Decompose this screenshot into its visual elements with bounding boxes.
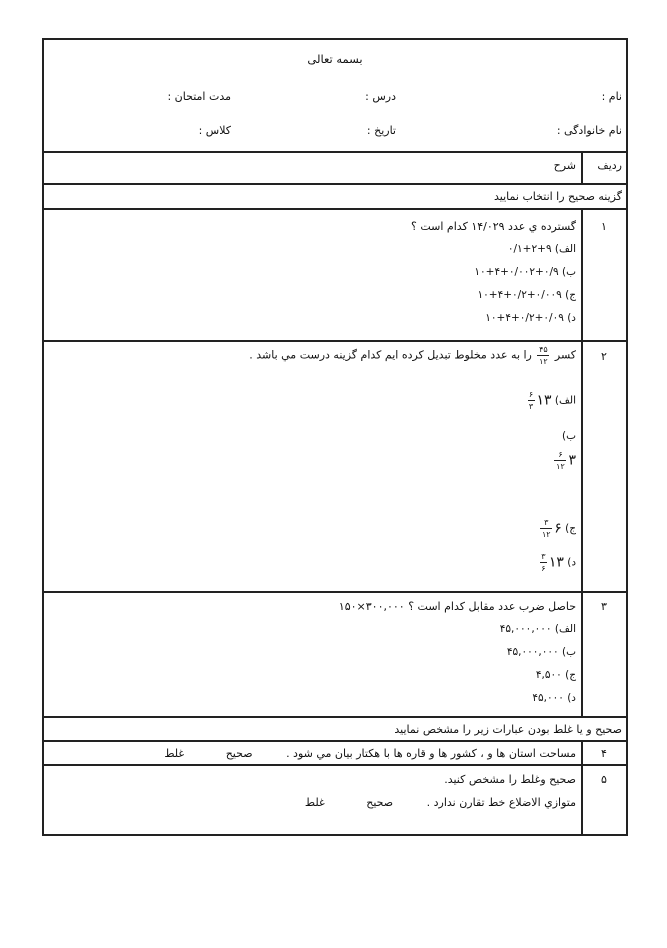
fraction-numerator: ۴۵ xyxy=(539,345,548,354)
option-label: د) xyxy=(567,556,576,569)
fraction xyxy=(540,552,547,573)
fraction-denominator: ۶ xyxy=(541,564,546,573)
question-text: گسترده ي عدد ۱۴/۰۲۹ کدام است ؟ xyxy=(411,220,576,233)
option-c: ج) ۰/۰۰۹+۰/۲+۴+۱۰ xyxy=(477,289,576,301)
question-text xyxy=(249,345,576,366)
mixed-whole: ۶ xyxy=(554,520,562,537)
section-instruction: گزینه صحیح را انتخاب نمایید xyxy=(494,190,622,203)
false-option[interactable]: غلط xyxy=(304,796,325,809)
fraction-denominator: ۱۲ xyxy=(539,357,548,366)
option-label: ج) xyxy=(565,522,576,535)
fraction-numerator: ۶ xyxy=(528,390,534,399)
false-option[interactable]: غلط xyxy=(164,747,185,760)
question-text: حاصل ضرب عدد مقابل کدام است ؟ ۳۰۰,۰۰۰×۱۵۰ xyxy=(338,600,576,613)
mixed-whole: ۱۳ xyxy=(548,554,564,571)
fraction-denominator: ۱۲ xyxy=(541,530,551,539)
true-option[interactable]: صحیح xyxy=(225,747,253,760)
description-column-header: شرح xyxy=(553,159,576,172)
question-number: ۱ xyxy=(601,220,607,233)
option-d: د) ۴۵,۰۰۰ xyxy=(532,692,576,704)
divider xyxy=(44,591,626,593)
question-number: ۲ xyxy=(601,350,607,363)
statement-text: متوازي الاضلاع خط تقارن ندارد . xyxy=(426,796,576,809)
fraction-numerator: ۳ xyxy=(541,552,546,561)
column-divider xyxy=(581,208,583,716)
question-text-suffix: را به عدد مخلوط تبدیل کرده ایم کدام گزینه درست مي باشد . xyxy=(249,348,532,362)
option-b-label: ب) xyxy=(562,430,576,442)
divider xyxy=(44,764,626,766)
option-label: الف) xyxy=(554,394,576,407)
duration-field-label: مدت امتحان : xyxy=(167,90,231,103)
option-b: ب) ۰/۹+۰/۰۰۲+۴+۱۰ xyxy=(474,266,576,278)
option-a xyxy=(526,390,576,411)
option-a: الف) ۹+۲+۰/۱ xyxy=(507,243,576,255)
column-divider xyxy=(581,151,583,183)
statement-text: مساحت استان ها و ، کشور ها و قاره ها با هکتار بیان مي شود . xyxy=(286,747,576,760)
question-text xyxy=(126,747,576,760)
fraction-denominator: ۳ xyxy=(528,402,534,411)
exam-sheet xyxy=(42,38,628,836)
option-c xyxy=(538,518,576,539)
fraction-bar xyxy=(540,528,552,529)
divider xyxy=(44,740,626,742)
fraction xyxy=(554,450,566,471)
fraction-numerator: ۳ xyxy=(544,518,549,527)
question-number: ۵ xyxy=(601,773,607,786)
section-instruction: صحیح و یا غلط بودن عبارات زیر را مشخص نمایید xyxy=(394,723,622,736)
class-field-label: کلاس : xyxy=(198,124,231,137)
option-d: د) ۰/۰۹+۰/۲+۴+۱۰ xyxy=(485,312,576,324)
fraction xyxy=(537,345,549,366)
question-statement xyxy=(267,796,576,809)
fraction-bar xyxy=(540,562,547,563)
option-b: ب) ۴۵,۰۰۰,۰۰۰ xyxy=(506,646,576,658)
fraction-bar xyxy=(528,400,535,401)
true-option[interactable]: صحیح xyxy=(366,796,394,809)
question-text: صحیح وغلط را مشخص کنید. xyxy=(444,773,576,786)
divider xyxy=(44,151,626,153)
mixed-whole: ۱۳ xyxy=(536,392,552,409)
date-field-label: تاریخ : xyxy=(366,124,396,137)
option-b xyxy=(552,450,576,471)
divider xyxy=(44,716,626,718)
page-title: بسمه تعالی xyxy=(307,52,363,66)
name-field-label: نام : xyxy=(601,90,622,103)
divider xyxy=(44,208,626,210)
divider xyxy=(44,340,626,342)
fraction xyxy=(528,390,535,411)
question-text-prefix: کسر xyxy=(554,348,576,362)
question-number: ۳ xyxy=(601,600,607,613)
fraction-bar xyxy=(537,355,549,356)
fraction-numerator: ۶ xyxy=(558,450,563,459)
fraction-denominator: ۱۲ xyxy=(556,462,565,471)
lesson-field-label: درس : xyxy=(365,90,396,103)
divider xyxy=(44,183,626,185)
fraction xyxy=(540,518,552,539)
option-d xyxy=(538,552,576,573)
mixed-whole: ۳ xyxy=(568,452,576,469)
question-number: ۴ xyxy=(601,747,607,760)
option-c: ج) ۴,۵۰۰ xyxy=(535,669,576,681)
fraction-bar xyxy=(554,460,566,461)
option-a: الف) ۴۵,۰۰۰,۰۰۰ xyxy=(499,623,576,635)
family-field-label: نام خانوادگی : xyxy=(556,124,622,137)
row-column-header: ردیف xyxy=(597,159,622,172)
